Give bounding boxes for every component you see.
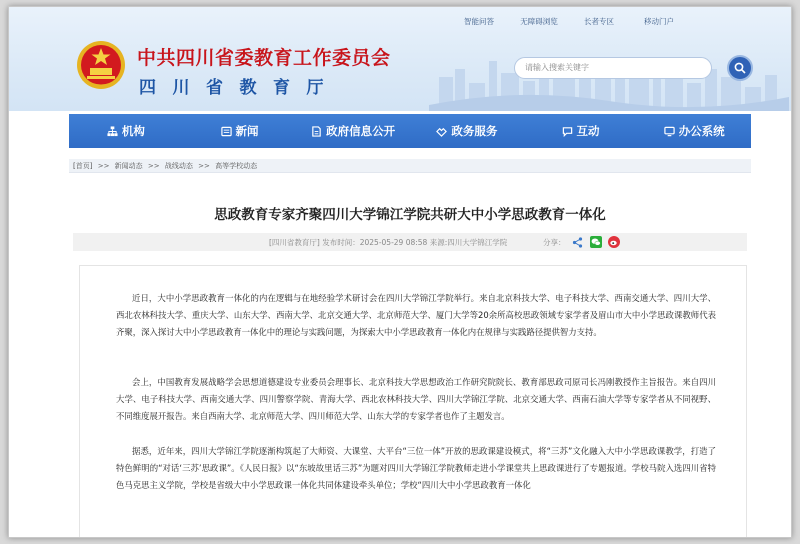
share-label: 分享： — [543, 237, 566, 247]
main-nav — [69, 114, 751, 148]
computer-icon — [664, 126, 675, 137]
nav-label: 互动 — [576, 124, 600, 138]
newspaper-icon — [221, 126, 232, 137]
breadcrumb-frontline[interactable]: 战线动态 — [164, 162, 193, 170]
site-subtitle: 四川省教育厅 — [139, 78, 340, 98]
breadcrumb — [69, 159, 751, 173]
nav-label: 新闻 — [235, 124, 259, 138]
breadcrumb-separator: >> — [198, 162, 210, 170]
site-header — [9, 7, 792, 111]
national-emblem-icon — [75, 39, 127, 93]
nav-label: 政府信息公开 — [326, 124, 396, 138]
share-icon[interactable] — [572, 236, 584, 248]
breadcrumb-universities[interactable]: 高等学校动态 — [215, 162, 258, 170]
search-input[interactable]: 请输入搜索关键字 — [514, 57, 712, 79]
nav-item-office[interactable] — [637, 114, 751, 148]
handshake-icon — [436, 126, 447, 137]
nav-label: 办公系统 — [678, 124, 725, 138]
nav-item-gov-info[interactable] — [296, 114, 410, 148]
sitemap-icon — [107, 126, 118, 137]
top-link-accessibility[interactable]: 无障碍浏览 — [520, 17, 558, 26]
breadcrumb-news[interactable]: 新闻动态 — [114, 162, 143, 170]
chat-icon — [562, 126, 573, 137]
article-paragraph: 据悉，近年来，四川大学锦江学院逐渐构筑起了大师资、大课堂、大平台“三位一体”开放的思政课建设模式，将“三苏”文化融入大中小学思政课教学，打造了特色鲜明的“对话‘三苏’思政课”。《人民日报》以“东坡故里话三苏”为题对四川大学锦江学院教师走进小学课堂共上思政课进行了专题报道。学校马院入选四川省特色马克思主义学院，学校是省级大中小学思政课一体化共同体建设牵头单位；学校“四川大中小学思政教育一体化 — [116, 446, 716, 491]
article-title: 思政教育专家齐聚四川大学锦江学院共研大中小学思政教育一体化 — [214, 207, 606, 223]
article-meta-bar — [73, 233, 747, 251]
breadcrumb-separator: >> — [97, 162, 110, 170]
article-body — [79, 265, 747, 538]
top-link-qa[interactable]: 智能问答 — [464, 17, 494, 26]
top-link-mobile[interactable]: 移动门户 — [644, 17, 674, 26]
share-area — [543, 236, 620, 248]
article-meta: [四川省教育厅] 发布时间：2025-05-29 08:58 来源:四川大学锦江学院 — [269, 237, 508, 247]
nav-item-organization[interactable] — [69, 114, 183, 148]
breadcrumb-separator: >> — [147, 162, 160, 170]
article-paragraph: 会上，中国教育发展战略学会思想道德建设专业委员会理事长、北京科技大学思想政治工作研究院院长、教育部思政司原司长冯刚教授作主旨报告。来自四川大学、电子科技大学、西南交通大学、四川警察学院、青海大学、西北农林科技大学、四川大学锦江学院、北京交通大学、西南石油大学等专家学者从不同视野、不同维度展开报告。来自西南大学、北京师范大学、四川师范大学、山东大学的专家学者也作了主题发言。 — [116, 377, 716, 422]
nav-item-services[interactable] — [410, 114, 524, 148]
site-title: 中共四川省委教育工作委员会 — [137, 47, 391, 69]
breadcrumb-home[interactable]: [首页] — [73, 162, 93, 170]
wechat-icon[interactable] — [590, 236, 602, 248]
nav-item-news[interactable] — [183, 114, 297, 148]
top-link-elderly[interactable]: 长者专区 — [584, 17, 614, 26]
article-paragraph: 近日，大中小学思政教育一体化的内在逻辑与在地经验学术研讨会在四川大学锦江学院举行。来自北京科技大学、电子科技大学、西南交通大学、四川大学、西北农林科技大学、重庆大学、山东大学、西南大学、北京交通大学、北京师范大学、厦门大学等20余所高校思政领域专家学者及眉山市大中小学思政课教师代表齐聚，深入探讨大中小学思政教育一体化中的理论与实践问题，为探索大中小学思政教育一体化内在规律与实践路径提供智力支持。 — [116, 293, 716, 338]
browser-page — [8, 6, 792, 538]
top-links — [449, 16, 689, 27]
nav-label: 机构 — [121, 124, 145, 138]
search-icon — [734, 62, 746, 74]
weibo-icon[interactable] — [608, 236, 620, 248]
search-button[interactable] — [727, 55, 753, 81]
document-icon — [311, 126, 322, 137]
nav-item-interaction[interactable] — [524, 114, 638, 148]
nav-label: 政务服务 — [451, 124, 498, 138]
